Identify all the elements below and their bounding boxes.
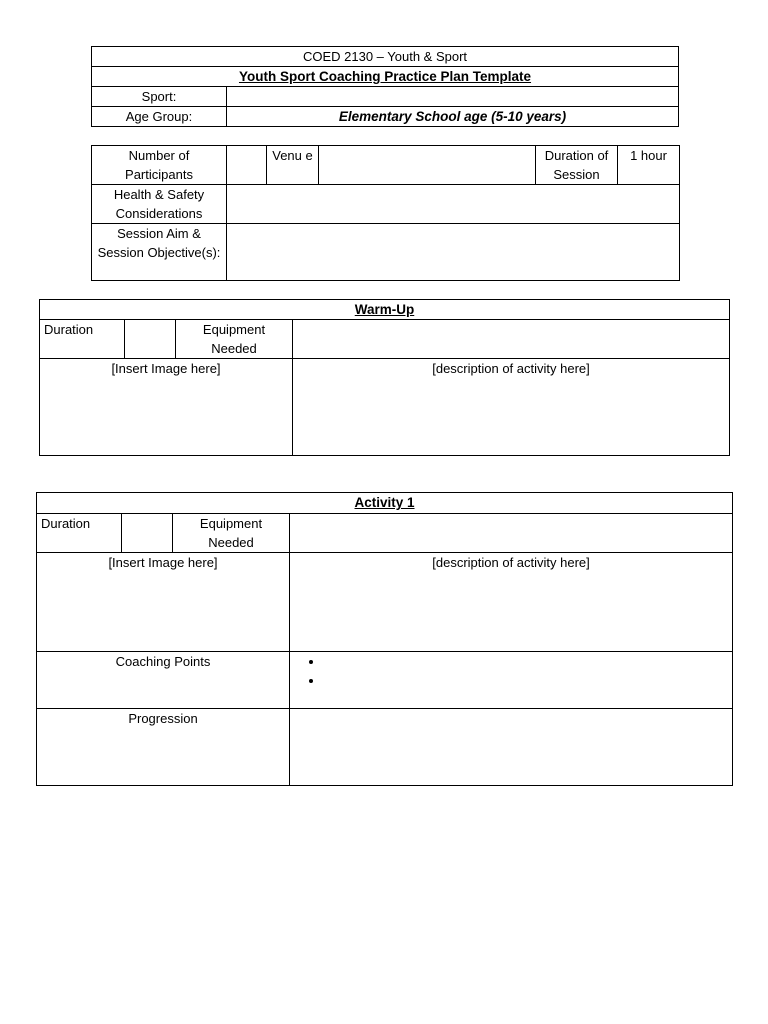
course-title: COED 2130 – Youth & Sport — [92, 47, 679, 67]
warmup-image-placeholder[interactable]: [Insert Image here] — [40, 359, 293, 456]
warmup-duration-field[interactable] — [125, 320, 176, 359]
activity1-duration-label: Duration — [37, 514, 122, 553]
coaching-point-item[interactable] — [324, 652, 728, 671]
activity1-description-field[interactable]: [description of activity here] — [290, 553, 733, 652]
age-group-label: Age Group: — [92, 107, 227, 127]
health-safety-field[interactable] — [227, 185, 680, 224]
warmup-description-field[interactable]: [description of activity here] — [293, 359, 730, 456]
coaching-points-label: Coaching Points — [37, 652, 290, 709]
warmup-duration-label: Duration — [40, 320, 125, 359]
session-aim-label: Session Aim & Session Objective(s): — [92, 224, 227, 281]
warmup-title: Warm-Up — [40, 300, 730, 320]
warmup-equipment-field[interactable] — [293, 320, 730, 359]
coaching-points-list — [294, 652, 728, 690]
session-duration-field[interactable]: 1 hour — [618, 146, 680, 185]
activity1-duration-field[interactable] — [122, 514, 173, 553]
coaching-point-item[interactable] — [324, 671, 728, 690]
header-table — [91, 46, 679, 127]
sport-field[interactable] — [227, 87, 679, 107]
activity1-table — [36, 492, 733, 786]
venue-label: Venu e — [267, 146, 319, 185]
warmup-table — [39, 299, 730, 456]
activity1-equipment-label: Equipment Needed — [173, 514, 290, 553]
session-info-table — [91, 145, 680, 281]
activity1-image-placeholder[interactable]: [Insert Image here] — [37, 553, 290, 652]
session-aim-field[interactable] — [227, 224, 680, 281]
warmup-equipment-label: Equipment Needed — [176, 320, 293, 359]
progression-field[interactable] — [290, 709, 733, 786]
document-title: Youth Sport Coaching Practice Plan Template — [92, 67, 679, 87]
sport-label: Sport: — [92, 87, 227, 107]
age-group-field[interactable]: Elementary School age (5-10 years) — [227, 107, 679, 127]
health-safety-label: Health & Safety Considerations — [92, 185, 227, 224]
participants-field[interactable] — [227, 146, 267, 185]
session-duration-label: Duration of Session — [536, 146, 618, 185]
venue-field[interactable] — [319, 146, 536, 185]
activity1-equipment-field[interactable] — [290, 514, 733, 553]
coaching-points-field[interactable] — [290, 652, 733, 709]
participants-label: Number of Participants — [92, 146, 227, 185]
activity1-title: Activity 1 — [37, 493, 733, 514]
progression-label: Progression — [37, 709, 290, 786]
